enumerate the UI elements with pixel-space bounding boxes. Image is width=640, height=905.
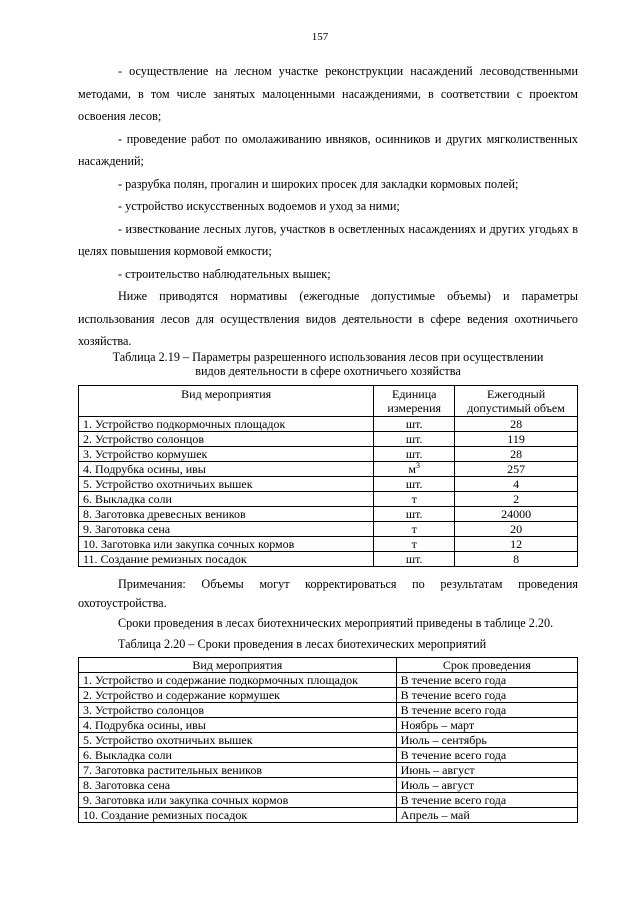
- paragraph: - разрубка полян, прогалин и широких просек для закладки кормовых полей;: [118, 176, 519, 191]
- cell-period: В течение всего года: [396, 688, 577, 703]
- cell-volume: 24000: [455, 507, 578, 522]
- cell-activity: 4. Подрубка осины, ивы: [79, 462, 374, 477]
- cell-unit: шт.: [374, 552, 455, 567]
- cell-period: В течение всего года: [396, 793, 577, 808]
- unit-text: м: [408, 462, 417, 476]
- page-number: 157: [311, 31, 329, 43]
- cell-unit: т: [374, 492, 455, 507]
- cell-activity: 11. Создание ремизных посадок: [79, 552, 374, 567]
- cell-period: Апрель – май: [396, 808, 577, 823]
- cell-unit: шт.: [374, 417, 455, 432]
- table-row: [79, 552, 578, 567]
- table1-header-row: [79, 386, 578, 417]
- cell-activity: 8. Заготовка сена: [79, 778, 397, 793]
- cell-volume: 4: [455, 477, 578, 492]
- intro-table2-text: Сроки проведения в лесах биотехнических мероприятий приведены в таблице 2.20.: [118, 616, 554, 630]
- cell-activity: 1. Устройство подкормочных площадок: [79, 417, 374, 432]
- table-row: [79, 763, 578, 778]
- header-volume-line2: допустимый объем: [467, 401, 565, 415]
- table1-note: [78, 575, 578, 613]
- cell-volume: 28: [455, 447, 578, 462]
- cell-activity: 6. Выкладка соли: [79, 492, 374, 507]
- table-row: [79, 447, 578, 462]
- header-unit-line2: измерения: [387, 401, 442, 415]
- cell-activity: 5. Устройство охотничьих вышек: [79, 477, 374, 492]
- paragraph: - осуществление на лесном участке реконструкции насаждений лесоводственными методами, в том числе занятых малоценными насаждениями, в соответствии с проектом освоения лесов;: [78, 64, 578, 123]
- table-row: [79, 492, 578, 507]
- cell-period: В течение всего года: [396, 748, 577, 763]
- table-row: [79, 477, 578, 492]
- table-row: [79, 417, 578, 432]
- cell-activity: 10. Создание ремизных посадок: [79, 808, 397, 823]
- cell-unit: шт.: [374, 507, 455, 522]
- unit-superscript: 3: [416, 461, 421, 470]
- cell-period: Июль – август: [396, 778, 577, 793]
- cell-volume: 257: [455, 462, 578, 477]
- cell-activity: 4. Подрубка осины, ивы: [79, 718, 397, 733]
- paragraph: - устройство искусственных водоемов и уход за ними;: [118, 199, 400, 213]
- paragraph: - строительство наблюдательных вышек;: [118, 266, 331, 281]
- paragraph: - проведение работ по омолаживанию ивняков, осинников и других мягколиственных насаждений;: [78, 131, 578, 168]
- cell-unit: шт.: [374, 432, 455, 447]
- intro-table2: [78, 614, 578, 633]
- table-row: [79, 718, 578, 733]
- table-row: [79, 808, 578, 823]
- table2-header-row: [79, 658, 578, 673]
- cell-volume: 28: [455, 417, 578, 432]
- cell-unit: [374, 462, 455, 477]
- table-row: [79, 688, 578, 703]
- cell-period: Ноябрь – март: [396, 718, 577, 733]
- cell-volume: 119: [455, 432, 578, 447]
- table-row: [79, 748, 578, 763]
- cell-activity: 8. Заготовка древесных веников: [79, 507, 374, 522]
- cell-unit: т: [374, 537, 455, 552]
- table-row: [79, 432, 578, 447]
- cell-period: Июнь – август: [396, 763, 577, 778]
- table1-caption-line1: Таблица 2.19 – Параметры разрешенного использования лесов при осуществлении: [112, 350, 544, 364]
- table2: [78, 657, 578, 823]
- header-volume: [455, 386, 578, 417]
- cell-unit: шт.: [374, 447, 455, 462]
- cell-period: В течение всего года: [396, 673, 577, 688]
- cell-volume: 8: [455, 552, 578, 567]
- cell-activity: 7. Заготовка растительных веников: [79, 763, 397, 778]
- table-row: [79, 507, 578, 522]
- body-text: [78, 60, 578, 353]
- cell-activity: 6. Выкладка соли: [79, 748, 397, 763]
- cell-volume: 12: [455, 537, 578, 552]
- header-unit-line1: Единица: [392, 387, 437, 401]
- table-row: [79, 537, 578, 552]
- table1-caption: [78, 350, 578, 378]
- table2-caption: Таблица 2.20 – Сроки проведения в лесах биотехических мероприятий: [118, 637, 487, 651]
- paragraph: - известкование лесных лугов, участков в осветленных насаждениях и других угодьях в целях повышения кормовой емкости;: [78, 221, 578, 258]
- cell-activity: 2. Устройство и содержание кормушек: [79, 688, 397, 703]
- paragraph: Ниже приводятся нормативы (ежегодные допустимые объемы) и параметры использования лесов для осуществления видов деятельности в сфере ведения охотничьего хозяйства.: [78, 289, 578, 348]
- cell-period: В течение всего года: [396, 703, 577, 718]
- table-row: [79, 793, 578, 808]
- cell-activity: 9. Заготовка или закупка сочных кормов: [79, 793, 397, 808]
- table-row: [79, 522, 578, 537]
- table-row: [79, 778, 578, 793]
- table-row: [79, 733, 578, 748]
- cell-unit: шт.: [374, 477, 455, 492]
- cell-volume: 20: [455, 522, 578, 537]
- note-text: Примечания: Объемы могут корректироваться по результатам проведения охотоустройства.: [78, 577, 578, 610]
- cell-activity: 10. Заготовка или закупка сочных кормов: [79, 537, 374, 552]
- table1: [78, 385, 578, 567]
- cell-activity: 9. Заготовка сена: [79, 522, 374, 537]
- header-activity: Вид мероприятия: [79, 658, 397, 673]
- cell-period: Июль – сентябрь: [396, 733, 577, 748]
- cell-unit: т: [374, 522, 455, 537]
- header-volume-line1: Ежегодный: [487, 387, 546, 401]
- cell-activity: 3. Устройство солонцов: [79, 703, 397, 718]
- cell-volume: 2: [455, 492, 578, 507]
- table-row: [79, 703, 578, 718]
- header-period: Срок проведения: [396, 658, 577, 673]
- table-row: [79, 673, 578, 688]
- cell-activity: 3. Устройство кормушек: [79, 447, 374, 462]
- table-row: [79, 462, 578, 477]
- cell-activity: 5. Устройство охотничьих вышек: [79, 733, 397, 748]
- header-activity: Вид мероприятия: [79, 386, 374, 417]
- cell-activity: 2. Устройство солонцов: [79, 432, 374, 447]
- header-unit: [374, 386, 455, 417]
- table1-caption-line2: видов деятельности в сфере охотничьего хозяйства: [195, 364, 461, 378]
- cell-activity: 1. Устройство и содержание подкормочных площадок: [79, 673, 397, 688]
